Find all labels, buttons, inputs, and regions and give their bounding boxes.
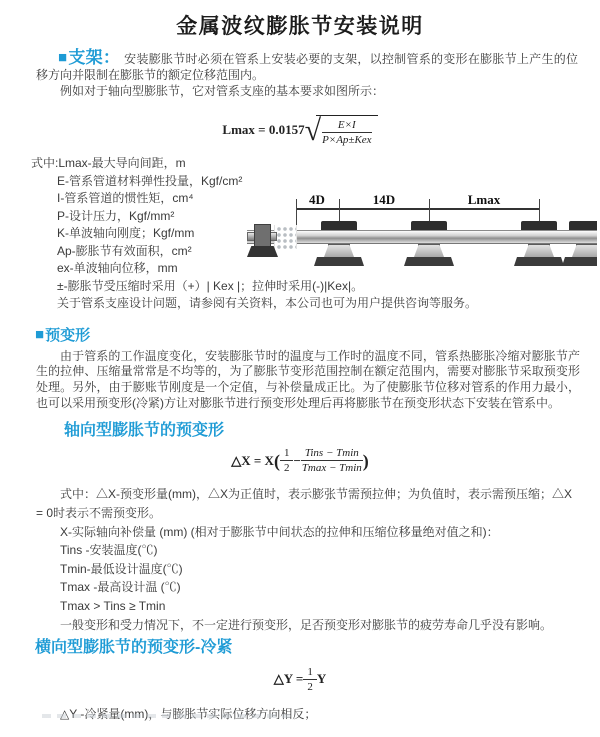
defs-lead-line: 式中:Lmax-最大导向间距，m [31,156,186,170]
support-example-line: 例如对于轴向型膨胀节，它对管系支座的基本要求如图所示： [60,84,385,98]
formula-dy-suffix: Y [316,671,327,687]
close-paren: ) [362,450,369,471]
def-item: I-管系管道的惯性矩，cm⁴ [57,191,194,205]
section-marker-icon: ■ [35,325,45,343]
support-intro-paragraph [36,50,578,83]
section-marker-icon: ■ [58,49,68,66]
def-item: Ap-膨胀节有效面积，cm² [57,243,192,258]
axial-note-3: 一般变形和受力情况下，不一定进行预变形，足否预变形对膨胀节的疲劳寿命几乎没有影响。 [60,617,553,632]
formula-delta-x [0,445,600,477]
section-header-preform-label: 预变形 [45,326,91,344]
page-title: 金属波纹膨胀节安装说明 [176,15,424,38]
support-intro-text: 安装膨胀节时必须在管系上安装必要的支架，以控制管系的变形在膨胀节上产生的位移方向并限制在膨胀节的额定位移范围内。 [36,52,579,82]
support-spacing-diagram [247,192,597,290]
def-item: ±-膨胀节受压缩时采用（+）| Kex |；拉伸时采用(-)|Kex|。 [57,278,364,293]
formula-lmax-numerator: E×I [322,119,372,133]
axial-preform-header: 轴向型膨胀节的预变形 [64,421,225,439]
formula-dy-prefix: △Y = [273,671,304,687]
def-item: K-单波轴向刚度；Kgf/mm [57,226,195,240]
dimension-label-lmax: Lmax [467,192,501,207]
def-item: ex-单波轴向位移，mm [57,261,178,275]
minus-operator: − [293,452,301,468]
formula-lmax-denominator: P×Ap±Kex [322,133,372,146]
temp-def-line: Tmax -最高设计温 (℃) [60,580,181,595]
formula-dx-temp-fraction: $\frac{\text{Tins − Tmin}}{Tmax - Tmin}$ [301,447,362,475]
radical-icon: √ [304,114,322,147]
pipe-support [559,220,597,268]
dimension-label-4d: 4D [309,192,325,207]
section-header-preform [35,327,600,345]
pipe [247,230,597,244]
formula-lmax-fraction [322,119,372,146]
formula-lmax-prefix: Lmax = 0.0157 [222,122,305,137]
def-item: P-设计压力，Kgf/mm² [57,208,175,223]
clipped-text-remnant [42,714,290,718]
lateral-preform-header: 横向型膨胀节的预变形-冷紧 [35,639,233,657]
pipe-support [401,220,457,268]
open-paren: ( [273,450,280,471]
axial-note-2: X-实际轴向补偿量 (mm) (相对于膨胀节中间状态的拉伸和压缩位移量绝对值之和)： [60,524,499,539]
temp-def-line: Tmax > Tins ≥ Tmin [60,599,166,614]
lateral-note: △Y -冷紧量(mm)，与膨胀节实际位移方向相反； [60,707,317,722]
formula-delta-y [0,664,600,694]
dimension-line [296,208,539,210]
preform-body-paragraph: 由于管系的工作温度变化，安装膨胀节时的温度与工作时的温度不同，管系热膨胀冷缩对膨胀节产生的拉伸、压缩量常常是不均等的，为了膨胀节变形范围控制在额定范围内，需要对膨胀节采取预变形处理。另外，由于膨账节刚度是一个定值，与补偿量成正比。为了使膨胀节位移对管系的作用力最小，也可以采用预变形(冷紧)方让对膨胀节进行预变形处理后再将膨胀节在预变形状态下安装在管系中。 [36,348,580,410]
def-item: E-管系管道材料弹性投量，Kgf/cm² [57,173,243,188]
pipe-support [311,220,367,268]
temp-def-line: Tmin-最低设计温度(℃) [60,561,183,576]
dimension-label-14d: 14D [372,192,396,207]
formula-lmax-radicand [316,115,378,146]
def-item: 关于管系支座设计问题，请参阅有关资料，本公司也可为用户提供咨询等服务。 [57,296,478,310]
formula-lmax [0,111,600,149]
formula-dy-fraction: $\frac{1}{2}$ [303,666,317,693]
section-header-support-label: 支架： [68,48,121,67]
anchor-support [247,220,279,264]
temp-def-line: Tins -安装温度(℃) [60,543,158,558]
section-header-support [58,48,120,67]
axial-note-1: 式中：△X-预变形量(mm)，△X为正值时，表示膨张节需预拉伸；为负值时，表示需预压缩；△X = 0时表示不需预变形。 [36,486,572,520]
formula-dx-half-fraction: $\frac{1}{2}$ [280,447,294,474]
formula-dx-prefix: △X = X [231,452,274,468]
